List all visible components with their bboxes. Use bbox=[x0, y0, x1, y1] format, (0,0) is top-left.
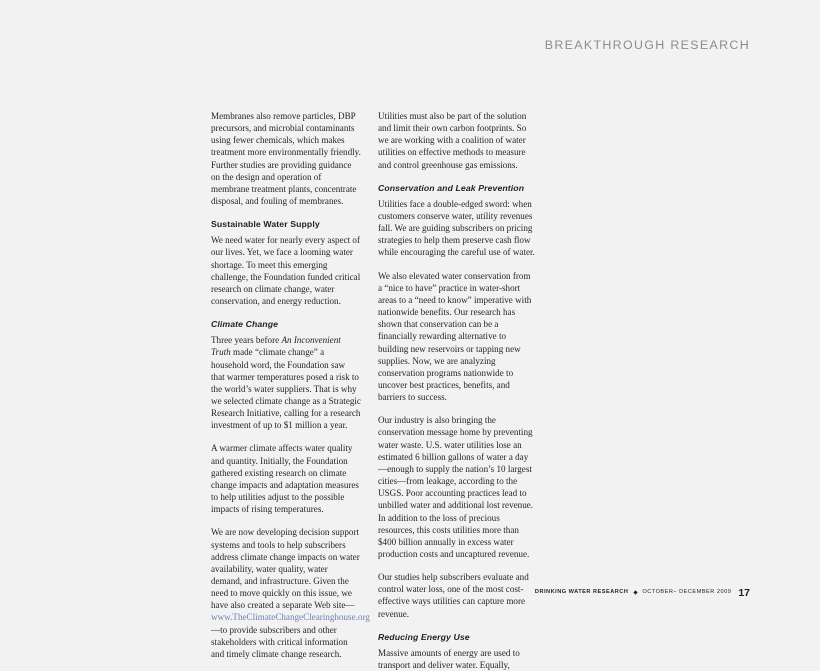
left-column bbox=[211, 110, 370, 660]
right-column bbox=[378, 110, 535, 671]
body-paragraph: Our studies help subscribers evaluate and control water loss, one of the most cost-effective ways utilities can capture more revenue. bbox=[378, 572, 529, 619]
body-paragraph: Our industry is also bringing the conservation message home by preventing water waste. U.S. water utilities lose an estimated 6 billion gallons of water a day—enough to supply the nation’s 10 largest cities—from leakage, according to the USGS. Poor accounting practices lead to unbilled water and additional lost revenue. In addition to the loss of precious resources, this costs utilities more than $400 billion annually in excess water production costs and uncaptured revenue. bbox=[378, 415, 534, 559]
section-heading: Conservation and Leak Prevention bbox=[378, 182, 525, 193]
body-paragraph: Massive amounts of energy are used to transport and deliver water. Equally, bbox=[378, 647, 520, 670]
section-heading: Sustainable Water Supply bbox=[211, 219, 320, 230]
running-head: BREAKTHROUGH RESEARCH bbox=[544, 38, 750, 52]
body-paragraph: Membranes also remove particles, DBP precursors, and microbial contaminants using fewer chemicals, which makes treatment more environmentally friendly. Further studies are providing guidance on the design and operation of membrane treatment plants, concentrate disposal, and fouling of membranes. bbox=[211, 111, 361, 207]
footer-publication: DRINKING WATER RESEARCH bbox=[534, 589, 629, 595]
footer-issue-date: OCTOBER– DECEMBER 2009 bbox=[642, 589, 732, 595]
body-paragraph: A warmer climate affects water quality and quantity. Initially, the Foundation gathered existing research on climate change impacts and adaptation measures to help utilities adjust to the possible impacts of rising temperatures. bbox=[211, 443, 359, 515]
website-url-link[interactable]: www.TheClimateChangeClearinghouse.org bbox=[211, 612, 370, 623]
book-title-citation: An Inconvenient Truth bbox=[211, 335, 341, 358]
footer-page-number: 17 bbox=[738, 586, 750, 599]
section-heading: Reducing Energy Use bbox=[378, 631, 470, 642]
body-columns bbox=[211, 110, 535, 671]
diamond-bullet-icon bbox=[633, 590, 637, 594]
body-paragraph: We are now developing decision support systems and tools to help subscribers address climate change impacts on water availability, water quality, water demand, and infrastructure. Given the need to move quickly on this issue, we have also created a separate Web site—www.TheClimateChangeClearinghouse.org—to provide subscribers and other stakeholders with critical information and timely climate change research. bbox=[211, 527, 370, 659]
body-paragraph: Three years before An Inconvenient Truth made “climate change” a household word, the Foundation saw that warmer temperatures posed a risk to the world’s water suppliers. That is why we selected climate change as a Strategic Research Initiative, calling for a research investment of up to $1 million a year. bbox=[211, 335, 361, 431]
section-heading: Climate Change bbox=[211, 319, 279, 330]
body-paragraph: We need water for nearly every aspect of our lives. Yet, we face a looming water shortage. To meet this emerging challenge, the Foundation funded critical research on climate change, water conservation, and energy reduction. bbox=[211, 235, 361, 307]
body-paragraph: Utilities must also be part of the solution and limit their own carbon footprints. So we are working with a coalition of water utilities on effective methods to measure and control greenhouse gas emissions. bbox=[378, 111, 527, 170]
body-paragraph: We also elevated water conservation from a “nice to have” practice in water-short areas to a “need to know” imperative with nationwide benefits. Our research has shown that conservation can be a financially rewarding alternative to building new reservoirs or tapping new supplies. Now, we are analyzing conservation programs nationwide to uncover best practices, benefits, and barriers to success. bbox=[378, 270, 532, 403]
body-paragraph: Utilities face a double-edged sword: when customers conserve water, utility revenues fall. We are guiding subscribers on pricing strategies to help them preserve cash flow while encouraging the careful use of water. bbox=[378, 198, 535, 258]
page-footer bbox=[535, 586, 750, 598]
